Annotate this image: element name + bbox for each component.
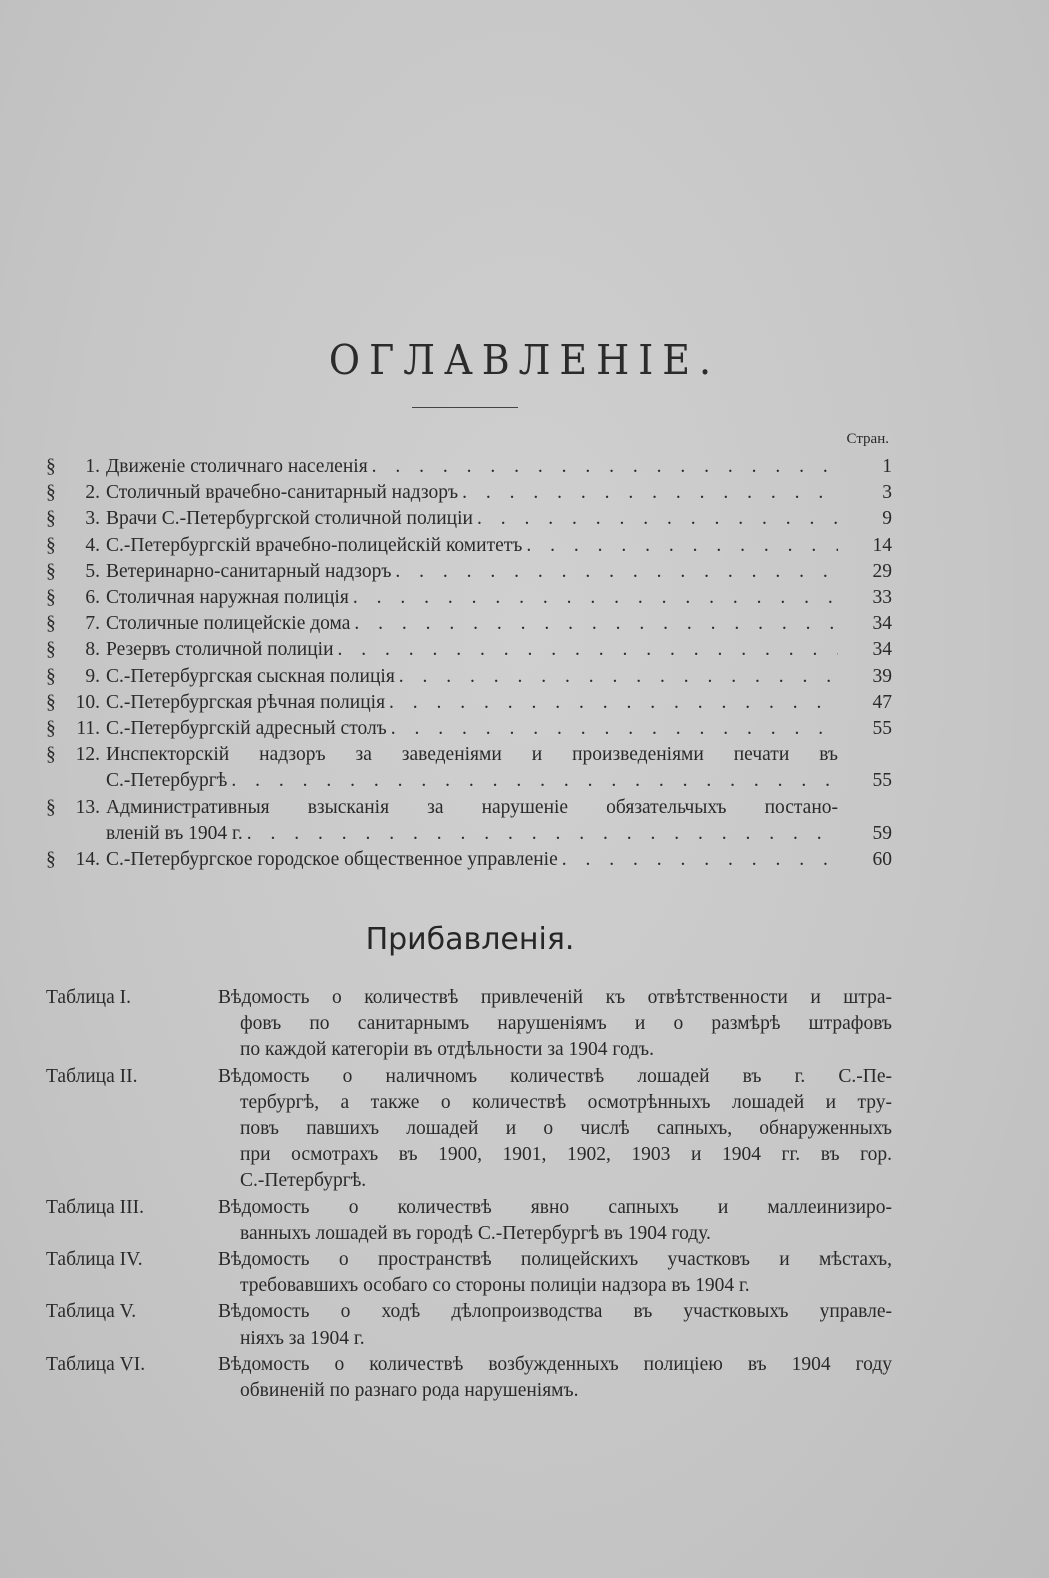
toc-entry bbox=[46, 611, 892, 637]
section-sign: § bbox=[46, 613, 56, 635]
appendix-description-line: Вѣдомость о количествѣ явно сапныхъ и маллеинизиро- bbox=[218, 1196, 892, 1218]
appendix-entry bbox=[46, 1195, 892, 1247]
appendix-label: Таблица IV. bbox=[46, 1249, 143, 1271]
toc-entry-title: вленій въ 1904 г. bbox=[106, 822, 243, 844]
appendix-description-line: фовъ по санитарнымъ нарушеніямъ и о размѣрѣ штрафовъ bbox=[240, 1013, 892, 1035]
appendix-description-line: Вѣдомость о количествѣ возбужденныхъ полиціею въ 1904 году bbox=[218, 1353, 892, 1375]
section-sign: § bbox=[46, 691, 56, 713]
toc-entry bbox=[46, 480, 892, 506]
toc-entry bbox=[46, 637, 892, 663]
toc-entry-body bbox=[106, 690, 838, 716]
toc-entry-number: 11. bbox=[76, 718, 100, 740]
dot-leader bbox=[243, 821, 838, 847]
toc-entry-title: Движеніе столичнаго населенія bbox=[106, 456, 368, 477]
section-sign: § bbox=[46, 744, 56, 766]
section-sign: § bbox=[46, 718, 56, 740]
appendix-description-line: по каждой категоріи въ отдѣльности за 1904 годъ. bbox=[240, 1039, 655, 1061]
dot-leader bbox=[334, 637, 838, 663]
appendix-description-line: Вѣдомость о количествѣ привлеченій къ отвѣтственности и штра- bbox=[218, 987, 892, 1008]
toc-entry-line bbox=[106, 559, 838, 585]
dot-leader bbox=[522, 533, 838, 559]
section-sign: § bbox=[46, 665, 56, 687]
dot-leader bbox=[227, 768, 838, 794]
toc-entry-title: С.-Петербургская рѣчная полиція bbox=[106, 691, 386, 713]
toc-entry-line bbox=[106, 664, 838, 690]
toc-entry bbox=[46, 506, 892, 532]
appendix-entry bbox=[46, 1299, 892, 1351]
toc-entry bbox=[46, 585, 892, 611]
toc-entry-title: С.-Петербургскій адресный столъ bbox=[106, 718, 387, 740]
appendix-description-line: повъ павшихъ лошадей и о числѣ сапныхъ, обнаруженныхъ bbox=[240, 1118, 892, 1140]
appendix-entry bbox=[46, 1352, 892, 1404]
toc-page-number: 14 bbox=[872, 534, 892, 556]
toc-entry-title: Ветеринарно-санитарный надзоръ bbox=[106, 560, 392, 582]
toc-page-number: 60 bbox=[872, 849, 892, 871]
appendix-entry bbox=[46, 1247, 892, 1299]
toc-page-number: 33 bbox=[872, 587, 892, 609]
appendix-label: Таблица II. bbox=[46, 1065, 138, 1087]
appendix-description-line: Вѣдомость о наличномъ количествѣ лошадей въ г. С.-Пе- bbox=[218, 1065, 892, 1087]
pages-column-header: Стран. bbox=[846, 431, 889, 447]
appendix-description-line: ванныхъ лошадей въ городѣ С.-Петербургѣ въ 1904 году. bbox=[240, 1222, 711, 1244]
appendix-description bbox=[218, 1064, 892, 1195]
toc-entry-body bbox=[106, 533, 838, 559]
appendix-description bbox=[218, 1299, 892, 1351]
dot-leader bbox=[385, 690, 838, 716]
toc-entry-title: Врачи С.-Петербургской столичной полиціи bbox=[106, 508, 473, 530]
appendix-label: Таблица I. bbox=[46, 987, 132, 1008]
dot-leader bbox=[368, 454, 838, 480]
toc-entry bbox=[46, 716, 892, 742]
toc-entry-line bbox=[106, 533, 838, 559]
toc-entry-title: Административныя взысканія за нарушеніе обязательчыхъ постано- bbox=[106, 796, 838, 818]
toc-page-number: 59 bbox=[872, 822, 892, 844]
page-title: ОГЛАВЛЕНІЕ. bbox=[328, 336, 721, 384]
dot-leader bbox=[350, 611, 838, 637]
toc-entry bbox=[46, 454, 892, 480]
appendix-description-line: С.-Петербургѣ. bbox=[240, 1170, 367, 1192]
toc-entry-number: 1. bbox=[85, 456, 100, 477]
toc-page-number: 34 bbox=[872, 639, 892, 661]
toc-entry-number: 6. bbox=[85, 587, 100, 609]
toc-entry-title: Столичная наружная полиція bbox=[106, 587, 349, 609]
toc-entry bbox=[46, 559, 892, 585]
toc-entry bbox=[46, 795, 892, 847]
section-sign: § bbox=[46, 796, 56, 818]
appendix-description-line: при осмотрахъ въ 1900, 1901, 1902, 1903 и 1904 гг. въ гор. bbox=[240, 1144, 892, 1166]
toc-entry-line bbox=[106, 768, 838, 794]
toc-page-number: 34 bbox=[872, 613, 892, 635]
toc-entry-number: 13. bbox=[75, 796, 100, 818]
toc-entry-title: Столичные полицейскіе дома bbox=[106, 613, 351, 635]
appendix-description-line: ніяхъ за 1904 г. bbox=[240, 1327, 365, 1349]
toc-entry-line bbox=[106, 506, 838, 532]
appendix-description bbox=[218, 1195, 892, 1247]
toc-page-number: 1 bbox=[882, 456, 892, 477]
section-sign: § bbox=[46, 560, 56, 582]
section-sign: § bbox=[46, 482, 56, 504]
toc-entry-number: 5. bbox=[85, 560, 100, 582]
toc-entry-body bbox=[106, 559, 838, 585]
toc-entry-line bbox=[106, 585, 838, 611]
toc-entry-body bbox=[106, 795, 838, 847]
appendix-description-line: Вѣдомость о пространствѣ полицейскихъ участковъ и мѣстахъ, bbox=[218, 1249, 892, 1271]
appendix-description bbox=[218, 1352, 892, 1404]
toc-entry-title: Столичный врачебно-санитарный надзоръ bbox=[106, 482, 459, 504]
section-sign: § bbox=[46, 639, 56, 661]
toc-entry-body bbox=[106, 637, 838, 663]
toc-entry-line bbox=[106, 847, 838, 873]
toc-entry bbox=[46, 690, 892, 716]
dot-leader bbox=[387, 716, 838, 742]
dot-leader bbox=[349, 585, 838, 611]
appendix-label: Таблица VI. bbox=[46, 1353, 146, 1375]
section-sign: § bbox=[46, 587, 56, 609]
toc-page-number: 9 bbox=[882, 508, 892, 530]
toc-entry bbox=[46, 742, 892, 794]
appendix-description-line: требовавшихъ особаго со стороны полиціи надзора въ 1904 г. bbox=[240, 1275, 750, 1297]
toc-entry-body bbox=[106, 454, 838, 480]
toc-entry-line bbox=[106, 611, 838, 637]
toc-entry-line bbox=[106, 480, 838, 506]
toc-entry-number: 2. bbox=[85, 482, 100, 504]
toc-entry-title: С.-Петербургское городское общественное управленіе bbox=[106, 849, 558, 871]
toc-entry bbox=[46, 533, 892, 559]
toc-entry-number: 12. bbox=[75, 744, 100, 766]
appendix-description bbox=[218, 1247, 892, 1299]
appendix-description-line: тербургѣ, а также о количествѣ осмотрѣнныхъ лошадей и тру- bbox=[240, 1091, 892, 1113]
toc-entry-body bbox=[106, 506, 838, 532]
appendices-heading: Прибавленія. bbox=[365, 922, 575, 957]
toc-entry bbox=[46, 664, 892, 690]
toc-entry-body bbox=[106, 664, 838, 690]
dot-leader bbox=[391, 559, 838, 585]
appendix-label: Таблица V. bbox=[46, 1301, 137, 1323]
toc-entry-title: С.-Петербургскій врачебно-полицейскій комитетъ bbox=[106, 534, 523, 556]
toc-entry-line bbox=[106, 637, 838, 663]
dot-leader bbox=[558, 847, 838, 873]
toc-entry-body bbox=[106, 716, 838, 742]
toc-entry-line bbox=[106, 821, 838, 847]
toc-entry-title: Резервъ столичной полиціи bbox=[106, 639, 334, 661]
dot-leader bbox=[473, 506, 838, 532]
toc-entry-number: 10. bbox=[75, 691, 100, 713]
toc-entry-number: 8. bbox=[85, 639, 100, 661]
toc-entry-number: 3. bbox=[85, 508, 100, 530]
toc-entry-line bbox=[106, 690, 838, 716]
title-divider bbox=[412, 407, 518, 408]
toc-entry-body bbox=[106, 847, 838, 873]
section-sign: § bbox=[46, 534, 56, 556]
section-sign: § bbox=[46, 456, 56, 477]
table-of-contents bbox=[46, 454, 892, 873]
toc-entry-line bbox=[106, 716, 838, 742]
toc-entry-number: 7. bbox=[85, 613, 100, 635]
toc-entry-line bbox=[106, 454, 838, 480]
toc-entry-number: 14. bbox=[75, 849, 100, 871]
toc-entry-body bbox=[106, 585, 838, 611]
toc-entry-body bbox=[106, 480, 838, 506]
section-sign: § bbox=[46, 508, 56, 530]
toc-page-number: 47 bbox=[872, 691, 892, 713]
toc-page-number: 55 bbox=[872, 770, 892, 792]
toc-entry-body bbox=[106, 742, 838, 794]
toc-entry bbox=[46, 847, 892, 873]
toc-entry-title: С.-Петербургѣ bbox=[106, 770, 228, 792]
toc-page-number: 3 bbox=[882, 482, 892, 504]
appendices-list bbox=[46, 985, 892, 1404]
dot-leader bbox=[458, 480, 838, 506]
toc-entry-number: 4. bbox=[85, 534, 100, 556]
toc-entry-title: Инспекторскій надзоръ за заведеніями и произведеніями печати въ bbox=[106, 744, 838, 766]
toc-entry-number: 9. bbox=[85, 665, 100, 687]
appendix-entry bbox=[46, 1064, 892, 1195]
appendix-description-line: обвиненій по разнаго рода нарушеніямъ. bbox=[240, 1380, 579, 1402]
dot-leader bbox=[395, 664, 838, 690]
toc-entry-title: С.-Петербургская сыскная полиція bbox=[106, 665, 395, 687]
toc-entry-body bbox=[106, 611, 838, 637]
appendix-entry bbox=[46, 985, 892, 1064]
appendix-description bbox=[218, 985, 892, 1064]
section-sign: § bbox=[46, 849, 56, 871]
appendix-label: Таблица III. bbox=[46, 1196, 145, 1218]
toc-page-number: 39 bbox=[872, 665, 892, 687]
appendix-description-line: Вѣдомость о ходѣ дѣлопроизводства въ участковыхъ управле- bbox=[218, 1301, 892, 1323]
toc-page-number: 55 bbox=[872, 718, 892, 740]
toc-page-number: 29 bbox=[872, 560, 892, 582]
